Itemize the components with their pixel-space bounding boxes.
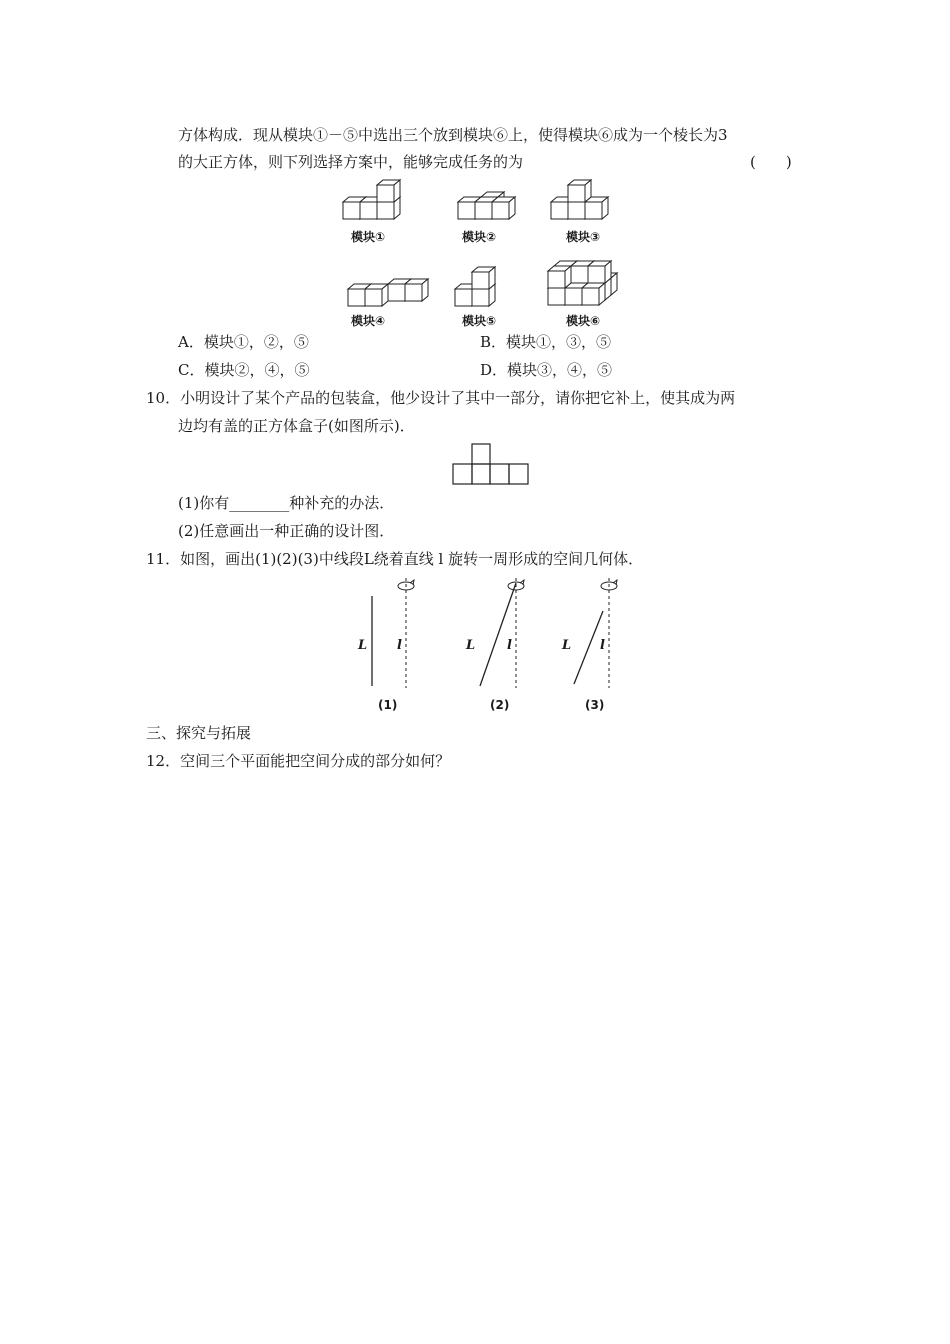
option-d: D．模块③，④，⑤ [480, 361, 613, 379]
module-2-figure [455, 183, 525, 223]
rotation-figure-1 [355, 578, 415, 688]
module-1-figure [340, 178, 420, 223]
module-2-label: 模块② [462, 230, 497, 244]
figure-caption-2: (2) [490, 698, 510, 712]
L-label-3: L [562, 638, 572, 653]
answer-parentheses: ( ) [750, 153, 792, 171]
module-6-figure [545, 252, 640, 310]
module-3-label: 模块③ [566, 230, 601, 244]
q9-line2: 的大正方体，则下列选择方案中，能够完成任务的为 [178, 153, 524, 171]
module-4-figure [345, 270, 430, 310]
module-1-label: 模块① [351, 230, 386, 244]
q11-text: 11．如图，画出(1)(2)(3)中线段L绕着直线 l 旋转一周形成的空间几何体． [146, 550, 644, 568]
module-6-label: 模块⑥ [566, 314, 601, 328]
option-b: B．模块①，③，⑤ [480, 333, 612, 351]
figure-caption-3: (3) [585, 698, 605, 712]
q10-line1: 10．小明设计了某个产品的包装盒，他少设计了其中一部分，请你把它补上，使其成为两 [146, 389, 736, 407]
rotation-figure-3 [565, 578, 625, 688]
q12-text: 12．空间三个平面能把空间分成的部分如何？ [146, 752, 451, 770]
l-label-1: l [397, 638, 402, 653]
L-label-2: L [466, 638, 476, 653]
module-4-label: 模块④ [351, 314, 386, 328]
option-c: C．模块②，④，⑤ [178, 361, 310, 379]
q10-sub2: (2)任意画出一种正确的设计图． [178, 522, 395, 540]
section-heading: 三、探究与拓展 [146, 724, 252, 742]
module-5-figure [452, 266, 512, 310]
box-net-figure [452, 443, 532, 487]
module-5-label: 模块⑤ [462, 314, 497, 328]
q10-line2: 边均有盖的正方体盒子(如图所示)． [178, 417, 415, 435]
rotation-figure-2 [470, 578, 540, 688]
figure-caption-1: (1) [378, 698, 398, 712]
module-3-figure [548, 178, 623, 223]
L-label-1: L [358, 638, 368, 653]
l-label-3: l [600, 638, 605, 653]
q10-sub1: (1)你有________种补充的办法． [178, 494, 395, 512]
option-a: A．模块①，②，⑤ [178, 333, 309, 351]
q9-line1: 方体构成．现从模块①－⑤中选出三个放到模块⑥上，使得模块⑥成为一个棱长为3 [178, 126, 728, 144]
l-label-2: l [507, 638, 512, 653]
